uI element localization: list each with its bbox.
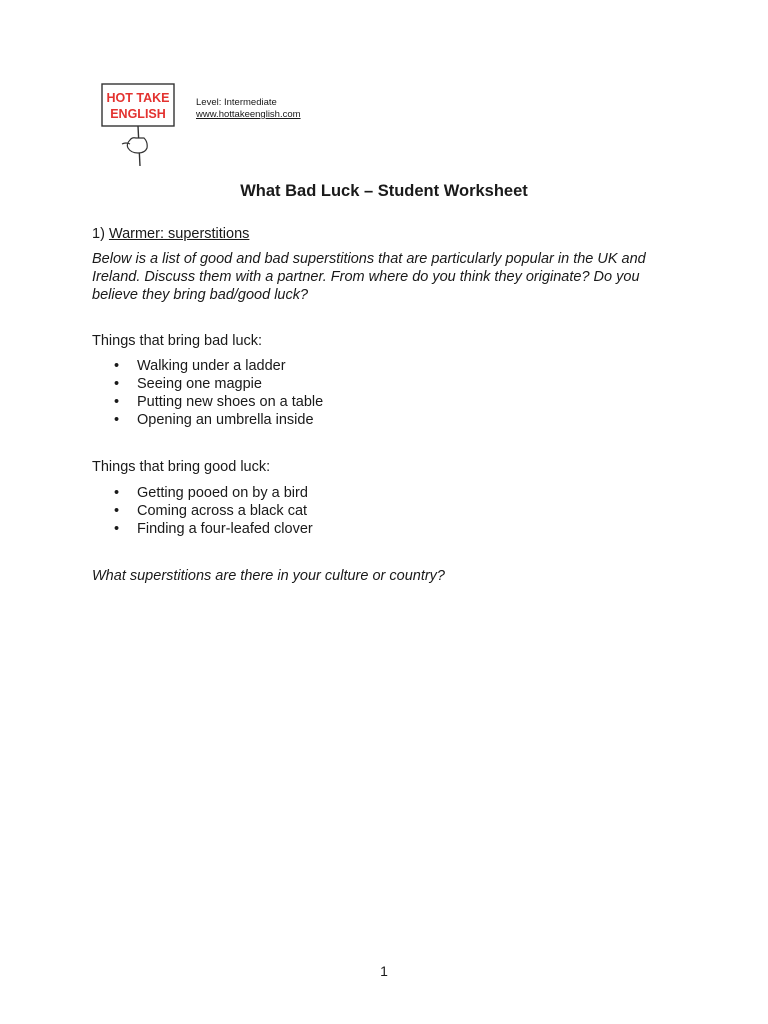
list-item: • Getting pooed on by a bird: [114, 484, 313, 502]
section-heading: [92, 226, 249, 242]
website-link[interactable]: www.hottakeenglish.com: [196, 109, 301, 120]
list-item: • Putting new shoes on a table: [114, 393, 323, 411]
list-item: • Finding a four-leafed clover: [114, 520, 313, 538]
bad-luck-list: [114, 357, 323, 429]
list-item: • Coming across a black cat: [114, 502, 313, 520]
logo-line-1: HOT TAKE: [106, 91, 170, 105]
list-item: • Opening an umbrella inside: [114, 411, 323, 429]
good-luck-heading: Things that bring good luck:: [92, 459, 271, 475]
level-label: Level: Intermediate: [196, 97, 277, 108]
discussion-question: What superstitions are there in your culture or country?: [92, 568, 445, 584]
bad-luck-heading: Things that bring bad luck:: [92, 333, 263, 349]
logo-line-2: ENGLISH: [110, 107, 166, 121]
section-title: Warmer: superstitions: [108, 226, 250, 242]
list-item: • Walking under a ladder: [114, 357, 323, 375]
worksheet-meta: [196, 97, 301, 121]
list-item: • Seeing one magpie: [114, 375, 323, 393]
hot-take-english-logo: [100, 82, 180, 168]
page-title: What Bad Luck – Student Worksheet: [240, 182, 528, 200]
page-number: 1: [380, 963, 388, 979]
hand-icon: [122, 138, 147, 153]
section-number: 1): [92, 226, 105, 242]
instructions-paragraph: Below is a list of good and bad superstitions that are particularly popular in the UK and Ireland. Discuss them with a partner. From where do you think they originate? Do you believe they bring bad/good luck?: [92, 251, 646, 303]
good-luck-list: [114, 484, 313, 538]
